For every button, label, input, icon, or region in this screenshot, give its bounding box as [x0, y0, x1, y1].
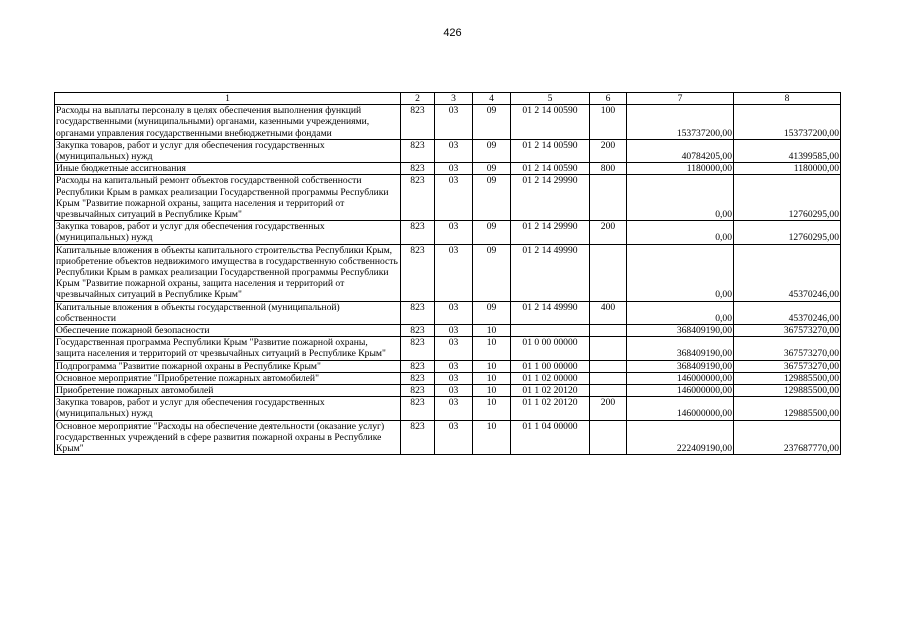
header-cell: 2 [401, 93, 435, 105]
target-article-cell: 01 1 00 00000 [511, 360, 590, 372]
expense-name-cell: Расходы на капитальный ремонт объектов государственной собственности Республики Крым в рамках реализации Государственной программы Республики Крым "Развитие пожарной охраны, защита населения и территорий от чрезвычайных ситуаций в Республике Крым" [55, 175, 401, 221]
expense-name-cell: Подпрограмма "Развитие пожарной охраны в Республике Крым" [55, 360, 401, 372]
ministry-code-cell: 823 [401, 337, 435, 360]
ministry-code-cell: 823 [401, 372, 435, 384]
ministry-code-cell: 823 [401, 385, 435, 397]
expense-type-cell: 100 [590, 105, 627, 140]
ministry-code-cell: 823 [401, 397, 435, 420]
amount-year1-cell: 368409190,00 [627, 337, 734, 360]
amount-year2-cell: 237687770,00 [734, 420, 841, 455]
header-cell: 6 [590, 93, 627, 105]
expense-name-cell: Приобретение пожарных автомобилей [55, 385, 401, 397]
amount-year1-cell: 40784205,00 [627, 139, 734, 162]
section-code-cell: 03 [435, 337, 473, 360]
page-number: 426 [443, 27, 462, 39]
ministry-code-cell: 823 [401, 221, 435, 244]
target-article-cell: 01 1 02 20120 [511, 385, 590, 397]
subsection-code-cell: 10 [473, 397, 511, 420]
amount-year2-cell: 1180000,00 [734, 163, 841, 175]
amount-year1-cell: 146000000,00 [627, 372, 734, 384]
expense-type-cell: 400 [590, 301, 627, 324]
ministry-code-cell: 823 [401, 325, 435, 337]
ministry-code-cell: 823 [401, 175, 435, 221]
subsection-code-cell: 09 [473, 139, 511, 162]
amount-year2-cell: 367573270,00 [734, 360, 841, 372]
amount-year1-cell: 1180000,00 [627, 163, 734, 175]
target-article-cell: 01 2 14 00590 [511, 163, 590, 175]
subsection-code-cell: 09 [473, 244, 511, 301]
subsection-code-cell: 10 [473, 325, 511, 337]
expense-name-cell: Расходы на выплаты персоналу в целях обеспечения выполнения функций государственными (муниципальными) органами, казенными учреждениями, органами управления государственными внебюджетными фондами [55, 105, 401, 140]
target-article-cell: 01 2 14 29990 [511, 221, 590, 244]
expense-type-cell: 200 [590, 221, 627, 244]
target-article-cell: 01 2 14 49990 [511, 244, 590, 301]
expense-type-cell [590, 244, 627, 301]
subsection-code-cell: 10 [473, 385, 511, 397]
table-row [55, 244, 841, 301]
table-row [55, 372, 841, 384]
ministry-code-cell: 823 [401, 360, 435, 372]
expense-type-cell [590, 337, 627, 360]
amount-year2-cell: 129885500,00 [734, 397, 841, 420]
expense-name-cell: Обеспечение пожарной безопасности [55, 325, 401, 337]
expense-type-cell: 200 [590, 139, 627, 162]
ministry-code-cell: 823 [401, 244, 435, 301]
expense-name-cell: Основное мероприятие "Расходы на обеспечение деятельности (оказание услуг) государственных учреждений в сфере развития пожарной охраны в Республике Крым" [55, 420, 401, 455]
expense-name-cell: Закупка товаров, работ и услуг для обеспечения государственных (муниципальных) нужд [55, 397, 401, 420]
header-row [55, 93, 841, 105]
subsection-code-cell: 09 [473, 105, 511, 140]
section-code-cell: 03 [435, 244, 473, 301]
expense-name-cell: Закупка товаров, работ и услуг для обеспечения государственных (муниципальных) нужд [55, 221, 401, 244]
target-article-cell: 01 0 00 00000 [511, 337, 590, 360]
section-code-cell: 03 [435, 420, 473, 455]
expense-type-cell [590, 385, 627, 397]
expense-name-cell: Государственная программа Республики Крым "Развитие пожарной охраны, защита населения и территорий от чрезвычайных ситуаций в Республике Крым" [55, 337, 401, 360]
expense-name-cell: Капитальные вложения в объекты государственной (муниципальной) собственности [55, 301, 401, 324]
expense-type-cell [590, 420, 627, 455]
section-code-cell: 03 [435, 372, 473, 384]
amount-year1-cell: 0,00 [627, 175, 734, 221]
expense-name-cell: Основное мероприятие "Приобретение пожарных автомобилей" [55, 372, 401, 384]
expense-type-cell: 200 [590, 397, 627, 420]
table-row [55, 301, 841, 324]
table-row [55, 163, 841, 175]
section-code-cell: 03 [435, 175, 473, 221]
table-row [55, 420, 841, 455]
ministry-code-cell: 823 [401, 105, 435, 140]
amount-year2-cell: 153737200,00 [734, 105, 841, 140]
amount-year2-cell: 41399585,00 [734, 139, 841, 162]
target-article-cell: 01 1 02 20120 [511, 397, 590, 420]
table-row [55, 360, 841, 372]
table-row [55, 385, 841, 397]
target-article-cell: 01 1 02 00000 [511, 372, 590, 384]
amount-year1-cell: 222409190,00 [627, 420, 734, 455]
section-code-cell: 03 [435, 163, 473, 175]
ministry-code-cell: 823 [401, 139, 435, 162]
amount-year1-cell: 0,00 [627, 301, 734, 324]
amount-year1-cell: 0,00 [627, 221, 734, 244]
amount-year1-cell: 146000000,00 [627, 397, 734, 420]
subsection-code-cell: 09 [473, 221, 511, 244]
amount-year2-cell: 12760295,00 [734, 175, 841, 221]
section-code-cell: 03 [435, 397, 473, 420]
subsection-code-cell: 09 [473, 163, 511, 175]
table-row [55, 325, 841, 337]
amount-year1-cell: 368409190,00 [627, 360, 734, 372]
section-code-cell: 03 [435, 301, 473, 324]
section-code-cell: 03 [435, 221, 473, 244]
section-code-cell: 03 [435, 139, 473, 162]
target-article-cell: 01 2 14 00590 [511, 139, 590, 162]
expense-type-cell [590, 372, 627, 384]
ministry-code-cell: 823 [401, 420, 435, 455]
amount-year2-cell: 45370246,00 [734, 244, 841, 301]
amount-year2-cell: 367573270,00 [734, 325, 841, 337]
amount-year2-cell: 12760295,00 [734, 221, 841, 244]
amount-year2-cell: 45370246,00 [734, 301, 841, 324]
subsection-code-cell: 10 [473, 337, 511, 360]
section-code-cell: 03 [435, 105, 473, 140]
table-row [55, 221, 841, 244]
target-article-cell [511, 325, 590, 337]
amount-year1-cell: 368409190,00 [627, 325, 734, 337]
subsection-code-cell: 09 [473, 301, 511, 324]
budget-table [54, 92, 841, 455]
ministry-code-cell: 823 [401, 163, 435, 175]
amount-year2-cell: 129885500,00 [734, 385, 841, 397]
subsection-code-cell: 10 [473, 360, 511, 372]
amount-year2-cell: 129885500,00 [734, 372, 841, 384]
table-row [55, 139, 841, 162]
expense-type-cell: 800 [590, 163, 627, 175]
section-code-cell: 03 [435, 360, 473, 372]
header-cell: 1 [55, 93, 401, 105]
expense-name-cell: Капитальные вложения в объекты капитального строительства Республики Крым, приобретение объектов недвижимого имущества в государственную собственность Республики Крым в рамках реализации Государственной программы Республики Крым "Развитие пожарной охраны, защита населения и территорий от чрезвычайных ситуаций в Республике Крым" [55, 244, 401, 301]
target-article-cell: 01 2 14 00590 [511, 105, 590, 140]
table-row [55, 105, 841, 140]
target-article-cell: 01 1 04 00000 [511, 420, 590, 455]
header-cell: 4 [473, 93, 511, 105]
header-cell: 5 [511, 93, 590, 105]
expense-type-cell [590, 360, 627, 372]
expense-type-cell [590, 325, 627, 337]
header-cell: 7 [627, 93, 734, 105]
amount-year1-cell: 146000000,00 [627, 385, 734, 397]
table-row [55, 397, 841, 420]
table-row [55, 337, 841, 360]
section-code-cell: 03 [435, 325, 473, 337]
subsection-code-cell: 09 [473, 175, 511, 221]
amount-year1-cell: 0,00 [627, 244, 734, 301]
amount-year2-cell: 367573270,00 [734, 337, 841, 360]
expense-type-cell [590, 175, 627, 221]
subsection-code-cell: 10 [473, 420, 511, 455]
target-article-cell: 01 2 14 29990 [511, 175, 590, 221]
expense-name-cell: Закупка товаров, работ и услуг для обеспечения государственных (муниципальных) нужд [55, 139, 401, 162]
header-cell: 8 [734, 93, 841, 105]
target-article-cell: 01 2 14 49990 [511, 301, 590, 324]
table-row [55, 175, 841, 221]
header-cell: 3 [435, 93, 473, 105]
subsection-code-cell: 10 [473, 372, 511, 384]
expense-name-cell: Иные бюджетные ассигнования [55, 163, 401, 175]
ministry-code-cell: 823 [401, 301, 435, 324]
section-code-cell: 03 [435, 385, 473, 397]
amount-year1-cell: 153737200,00 [627, 105, 734, 140]
